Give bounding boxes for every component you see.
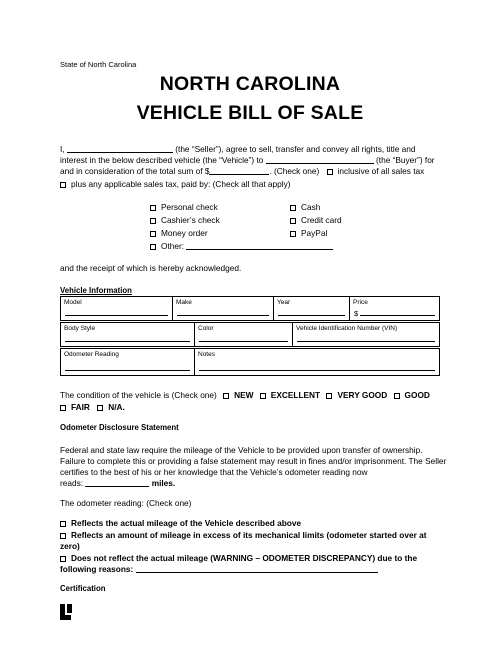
make-label: Make <box>176 299 192 306</box>
vehicle-info-heading: Vehicle Information <box>60 286 132 295</box>
condition-good-label: GOOD <box>404 390 430 400</box>
certification-heading: Certification <box>60 584 106 593</box>
cashiers-check-label: Cashier’s check <box>161 215 220 225</box>
condition-line-1 <box>60 390 430 401</box>
price-dollar-sign: $ <box>354 309 359 318</box>
paypal-checkbox[interactable] <box>290 231 296 237</box>
payment-money-order[interactable] <box>150 228 208 239</box>
cash-checkbox[interactable] <box>290 205 296 211</box>
reasons-field[interactable] <box>136 564 378 573</box>
model-field[interactable] <box>65 315 168 316</box>
intro-sum-text: and in consideration of the total sum of $ <box>60 166 210 176</box>
condition-very-good-label: VERY GOOD <box>337 390 388 400</box>
intro-interest-text: interest in the below described vehicle (the “Vehicle”) to <box>60 155 264 165</box>
year-cell[interactable] <box>274 297 350 321</box>
actual-mileage-checkbox[interactable] <box>60 521 66 527</box>
excess-mileage-checkbox[interactable] <box>60 533 66 539</box>
disclosure-para-line-3: certifies to the best of his or her knowledge that the Vehicle’s odometer reading now <box>60 467 368 477</box>
price-cell[interactable] <box>350 297 440 321</box>
not-actual-mileage-checkbox[interactable] <box>60 556 66 562</box>
odometer-option-3-cont <box>60 564 378 575</box>
condition-excellent-checkbox[interactable] <box>260 393 266 399</box>
color-label: Color <box>198 325 214 332</box>
intro-check-one: . (Check one) <box>269 166 320 176</box>
credit-card-label: Credit card <box>301 215 342 225</box>
condition-na-label: N/A. <box>108 402 125 412</box>
odometer-reading-label: The odometer reading: (Check one) <box>60 498 192 508</box>
actual-mileage-label: Reflects the actual mileage of the Vehicle described above <box>71 518 302 528</box>
personal-check-label: Personal check <box>161 202 218 212</box>
color-cell[interactable] <box>195 323 293 347</box>
odometer-cell[interactable] <box>61 349 195 376</box>
model-label: Model <box>64 299 82 306</box>
odometer-disclosure-heading: Odometer Disclosure Statement <box>60 423 179 432</box>
excess-mileage-label: Reflects an amount of mileage in excess of its mechanical limits (odometer started over at <box>71 530 427 540</box>
money-order-label: Money order <box>161 228 208 238</box>
other-label: Other: <box>161 241 185 251</box>
condition-na-checkbox[interactable] <box>97 405 103 411</box>
miles-label: miles. <box>151 478 176 488</box>
payment-cashiers-check[interactable] <box>150 215 220 226</box>
buyer-name-field[interactable] <box>266 155 374 164</box>
cash-label: Cash <box>301 202 321 212</box>
not-actual-mileage-label: Does not reflect the actual mileage (WARNING – ODOMETER DISCREPANCY) due to the <box>71 553 418 563</box>
vehicle-info-table <box>60 296 440 321</box>
document-title-line2: VEHICLE BILL OF SALE <box>136 102 364 124</box>
other-payment-field[interactable] <box>186 241 333 250</box>
odometer-option-2[interactable] <box>60 530 427 541</box>
intro-buyer-text: (the “Buyer”) for <box>376 155 435 165</box>
price-label: Price <box>353 299 368 306</box>
condition-new-label: NEW <box>234 390 254 400</box>
model-cell[interactable] <box>61 297 173 321</box>
condition-label: The condition of the vehicle is (Check one) <box>60 390 217 400</box>
intro-line-1 <box>60 144 416 155</box>
legal-templates-logo-icon <box>60 604 74 620</box>
condition-very-good-checkbox[interactable] <box>326 393 332 399</box>
disclosure-para-line-2: Failure to complete this or providing a false statement may result in fines and/or imprisonment. The Seller <box>60 456 447 466</box>
following-reasons-label: following reasons: <box>60 564 134 574</box>
intro-line-2 <box>60 155 435 166</box>
vin-cell[interactable] <box>293 323 440 347</box>
receipt-text: and the receipt of which is hereby acknowledged. <box>60 263 242 273</box>
condition-fair-checkbox[interactable] <box>60 405 66 411</box>
year-field[interactable] <box>278 315 345 316</box>
condition-good-checkbox[interactable] <box>394 393 400 399</box>
year-label: Year <box>277 299 291 306</box>
credit-card-checkbox[interactable] <box>290 218 296 224</box>
vin-field[interactable] <box>297 341 435 342</box>
odometer-field[interactable] <box>65 370 190 371</box>
total-sum-field[interactable] <box>209 166 269 175</box>
odometer-option-1[interactable] <box>60 518 301 529</box>
payment-credit-card[interactable] <box>290 215 342 226</box>
other-checkbox[interactable] <box>150 244 156 250</box>
paypal-label: PayPal <box>301 228 328 238</box>
personal-check-checkbox[interactable] <box>150 205 156 211</box>
payment-personal-check[interactable] <box>150 202 218 213</box>
payment-cash[interactable] <box>290 202 320 213</box>
make-cell[interactable] <box>173 297 274 321</box>
inclusive-tax-checkbox[interactable] <box>327 169 333 175</box>
money-order-checkbox[interactable] <box>150 231 156 237</box>
make-field[interactable] <box>177 315 269 316</box>
plus-tax-label: plus any applicable sales tax, paid by: (Check all that apply) <box>71 179 291 189</box>
intro-i: I, <box>60 144 65 154</box>
odometer-label: Odometer Reading <box>64 351 119 358</box>
plus-tax-checkbox[interactable] <box>60 182 66 188</box>
reads-label: reads: <box>60 478 84 488</box>
condition-fair-label: FAIR <box>71 402 90 412</box>
condition-line-2 <box>60 402 125 413</box>
vin-label: Vehicle Identification Number (VIN) <box>296 325 398 332</box>
miles-field[interactable] <box>85 478 149 487</box>
payment-other[interactable] <box>150 241 333 252</box>
state-label: State of North Carolina <box>60 60 137 69</box>
cashiers-check-checkbox[interactable] <box>150 218 156 224</box>
body-style-label: Body Style <box>64 325 96 332</box>
odometer-option-2-cont: zero) <box>60 541 80 551</box>
payment-paypal[interactable] <box>290 228 327 239</box>
odometer-option-3[interactable] <box>60 553 417 564</box>
vehicle-info-table-row2 <box>60 322 440 347</box>
intro-line-4 <box>60 179 291 190</box>
condition-excellent-label: EXCELLENT <box>270 390 321 400</box>
document-title-line1: NORTH CAROLINA <box>159 73 341 95</box>
intro-line-3 <box>60 166 424 177</box>
notes-label: Notes <box>198 351 215 358</box>
intro-seller-text: (the “Seller”), agree to sell, transfer and convey all rights, title and <box>175 144 416 154</box>
color-field[interactable] <box>199 341 288 342</box>
body-style-cell[interactable] <box>61 323 195 347</box>
body-style-field[interactable] <box>65 341 190 342</box>
inclusive-tax-label: inclusive of all sales tax <box>337 166 425 176</box>
notes-field[interactable] <box>199 370 435 371</box>
condition-new-checkbox[interactable] <box>223 393 229 399</box>
disclosure-para-line-1: Federal and state law require the mileage of the Vehicle to be provided upon transfer of ownership. <box>60 445 423 455</box>
price-field[interactable] <box>360 315 435 316</box>
seller-name-field[interactable] <box>67 144 173 153</box>
disclosure-para-line-4 <box>60 478 175 489</box>
notes-cell[interactable] <box>195 349 440 376</box>
vehicle-info-table-row3 <box>60 348 440 376</box>
